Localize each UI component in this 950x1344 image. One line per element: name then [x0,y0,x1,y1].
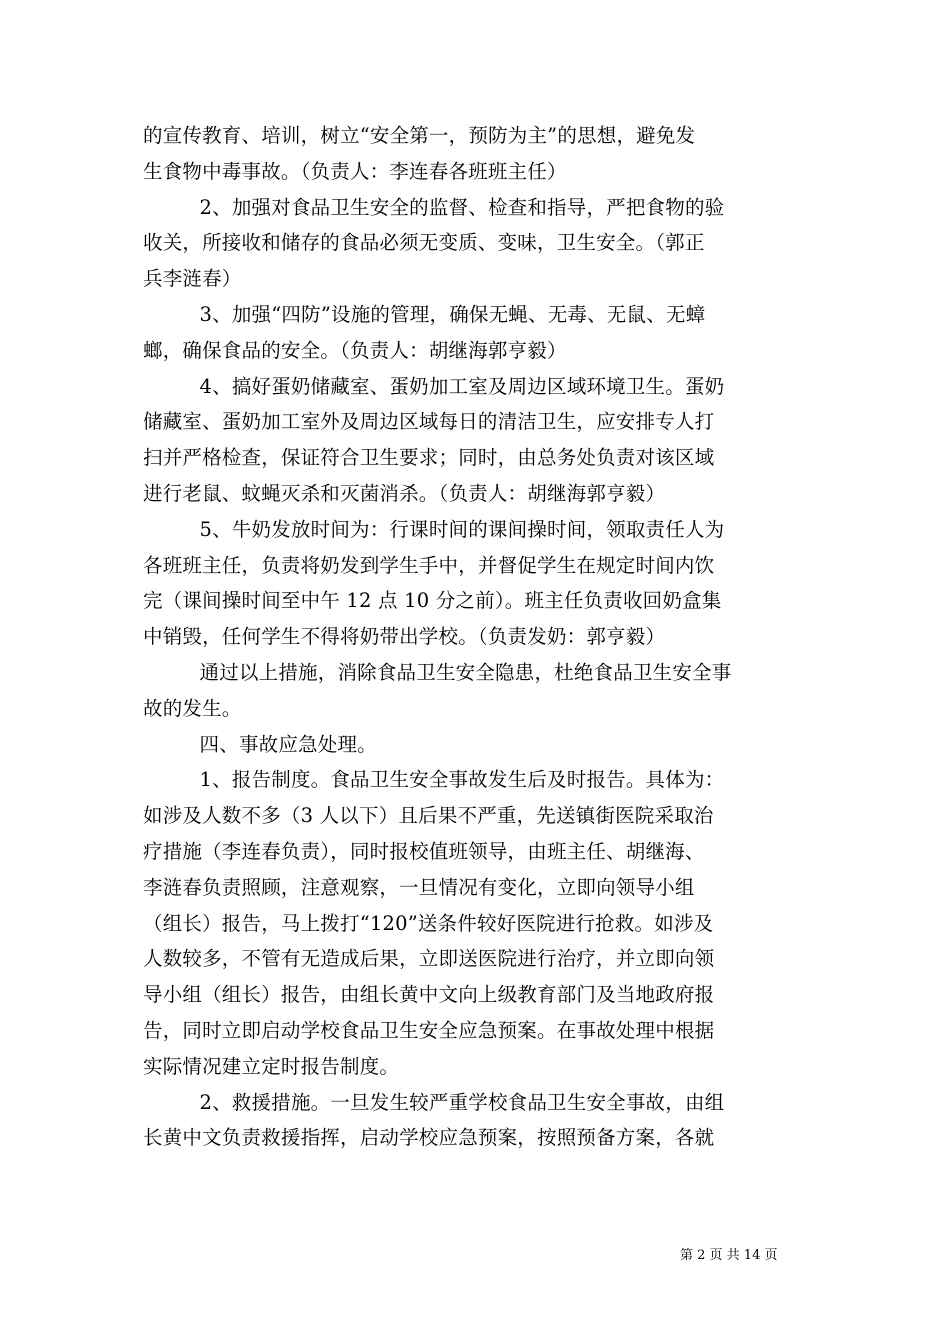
text-line: 告，同时立即启动学校食品卫生安全应急预案。在事故处理中根据 [143,1018,715,1042]
paragraph [143,762,808,1084]
text-line: 扫并严格检查，保证符合卫生要求；同时，由总务处负责对该区域 [143,446,715,470]
paragraph [143,727,808,763]
paragraph [143,655,808,727]
paragraph [143,1085,808,1157]
text-line: 中销毁，任何学生不得将奶带出学校。（负责发奶：郭亨毅） [143,625,666,649]
text-line: 储藏室、蛋奶加工室外及周边区域每日的清洁卫生，应安排专人打 [143,410,715,434]
text-line: 兵李涟春） [143,267,242,291]
text-line: 如涉及人数不多（3 人以下）且后果不严重，先送镇街医院采取治 [143,804,714,828]
text-line: 收关，所接收和储存的食品必须无变质、变味，卫生安全。（郭正 [143,231,705,255]
text-line: 通过以上措施，消除食品卫生安全隐患，杜绝食品卫生安全事 [199,660,732,684]
text-line: 长黄中文负责救援指挥，启动学校应急预案，按照预备方案，各就 [143,1126,715,1150]
text-line: 实际情况建立定时报告制度。 [143,1054,400,1078]
text-line: 四、事故应急处理。 [199,732,377,756]
text-line: 1、报告制度。食品卫生安全事故发生后及时报告。具体为： [199,768,725,792]
text-line: 李涟春负责照顾，注意观察，一旦情况有变化，立即向领导小组 [143,875,695,899]
text-line: 疗措施（李连春负责），同时报校值班领导，由班主任、胡继海、 [143,839,705,863]
text-line: 人数较多，不管有无造成后果，立即送医院进行治疗，并立即向领 [143,947,715,971]
paragraph [143,190,808,297]
text-line: 4、搞好蛋奶储藏室、蛋奶加工室及周边区域环境卫生。蛋奶 [199,374,725,398]
text-line: 3、加强“四防”设施的管理，确保无蝇、无毒、无鼠、无蟑 [199,302,706,326]
text-line: 的宣传教育、培训，树立“安全第一，预防为主”的思想，避免发 [143,124,696,147]
text-line: 进行老鼠、蚊蝇灭杀和灭菌消杀。（负责人：胡继海郭亨毅） [143,481,666,505]
text-line: 故的发生。 [143,696,242,720]
text-line: 各班班主任，负责将奶发到学生手中，并督促学生在规定时间内饮 [143,553,715,577]
paragraph [143,118,808,190]
paragraph [143,369,808,512]
page-number: 第 2 页 共 14 页 [680,1248,778,1263]
text-line: （组长）报告，马上拨打“120”送条件较好医院进行抢救。如涉及 [143,911,714,935]
text-line: 螂，确保食品的安全。（负责人：胡继海郭亨毅） [143,338,567,362]
text-line: 生食物中毒事故。（负责人：李连春各班班主任） [143,159,567,183]
paragraph [143,512,808,655]
paragraph [143,297,808,369]
text-line: 导小组（组长）报告，由组长黄中文向上级教育部门及当地政府报 [143,983,715,1007]
text-line: 2、加强对食品卫生安全的监督、检查和指导，严把食物的验 [199,195,725,219]
text-line: 2、救援措施。一旦发生较严重学校食品卫生安全事故，由组 [199,1090,725,1114]
text-line: 5、牛奶发放时间为：行课时间的课间操时间，领取责任人为 [199,517,725,541]
text-line: 完（课间操时间至中午 12 点 10 分之前）。班主任负责收回奶盒集 [143,589,722,613]
document-body [143,118,808,1156]
